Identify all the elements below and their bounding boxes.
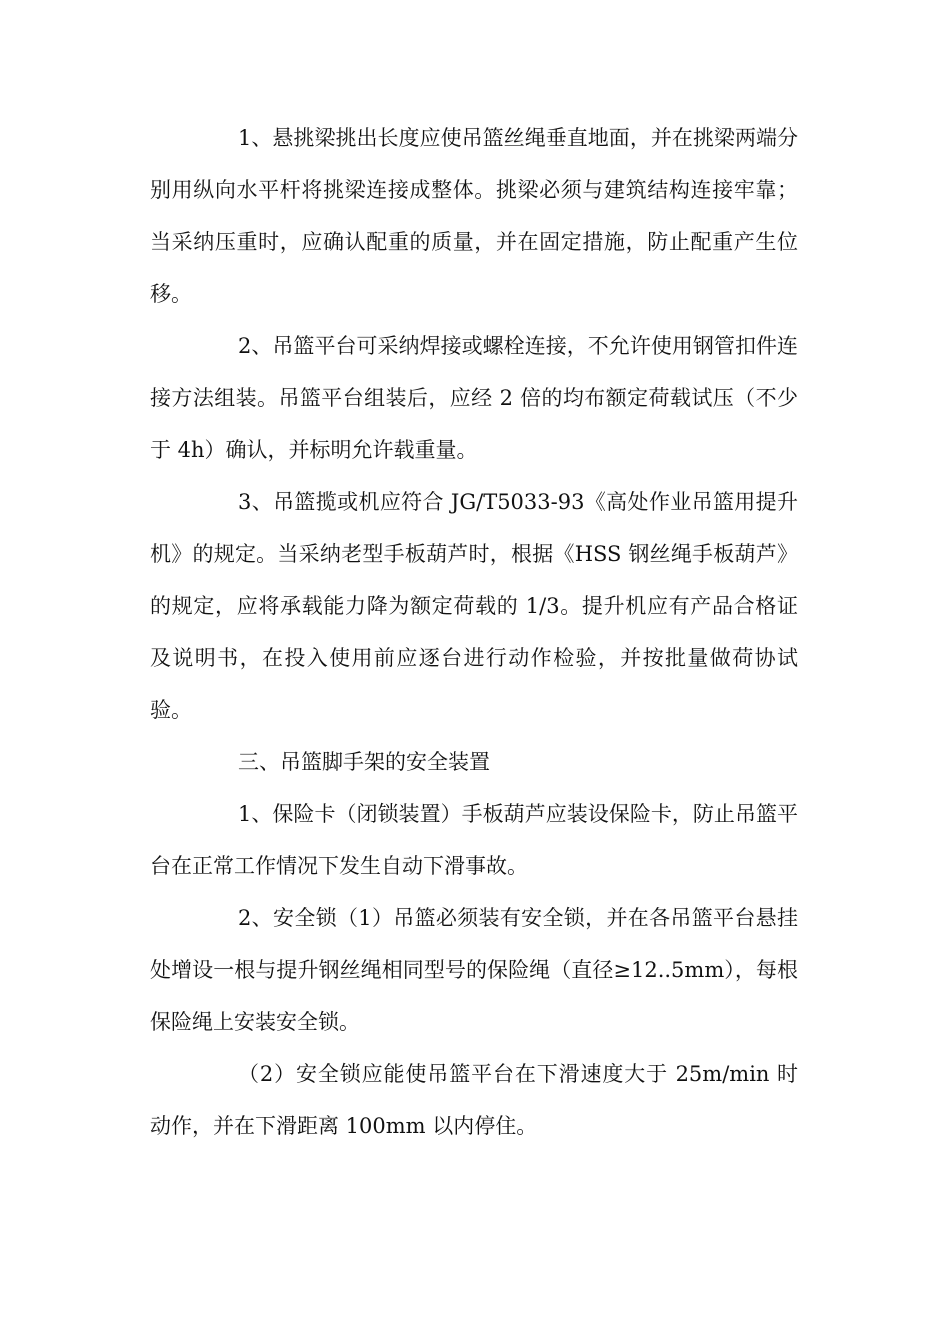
paragraph-3: 3、吊篮揽或机应符合 JG/T5033-93《高处作业吊篮用提升机》的规定。当采纳老型手板葫芦时，根据《HSS 钢丝绳手板葫芦》的规定，应将承载能力降为额定荷载的 1/3。提升机应有产品合格证及说明书，在投入使用前应逐台进行动作检验，并按批量做荷协试验。: [150, 490, 798, 722]
section-heading: 三、吊篮脚手架的安全装置: [238, 750, 490, 774]
paragraph-5: 2、安全锁（1）吊篮必须装有安全锁，并在各吊篮平台悬挂处增设一根与提升钢丝绳相同型号的保险绳（直径≥12..5mm），每根保险绳上安装安全锁。: [150, 906, 798, 1034]
paragraph-4: 1、保险卡（闭锁装置）手板葫芦应装设保险卡，防止吊篮平台在正常工作情况下发生自动下滑事故。: [150, 802, 798, 878]
paragraph-6: （2）安全锁应能使吊篮平台在下滑速度大于 25m/min 时动作，并在下滑距离 100mm 以内停住。: [150, 1062, 798, 1138]
paragraph-2: 2、吊篮平台可采纳焊接或螺栓连接，不允许使用钢管扣件连接方法组装。吊篮平台组装后，应经 2 倍的均布额定荷载试压（不少于 4h）确认，并标明允许载重量。: [150, 334, 798, 462]
document-body: [150, 112, 798, 1152]
paragraph-1: 1、悬挑梁挑出长度应使吊篮丝绳垂直地面，并在挑梁两端分别用纵向水平杆将挑梁连接成整体。挑梁必须与建筑结构连接牢靠；当采纳压重时，应确认配重的质量，并在固定措施，防止配重产生位移。: [150, 126, 798, 306]
